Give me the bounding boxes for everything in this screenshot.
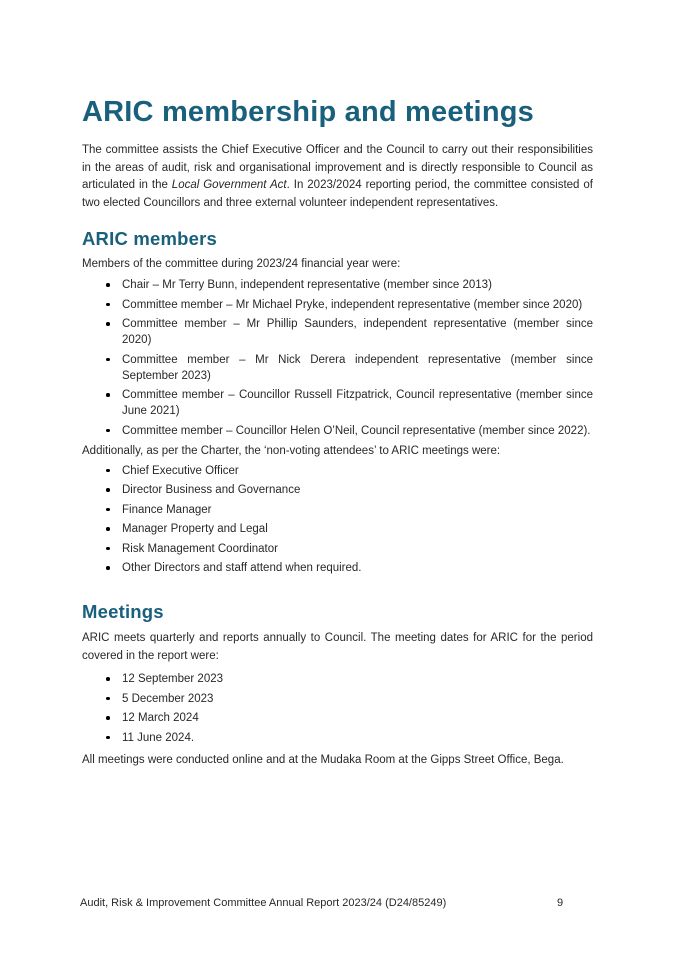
members-section-heading: ARIC members [82,228,218,249]
meetings-section-heading: Meetings [82,601,164,622]
footer-text: Audit, Risk & Improvement Committee Annual Report 2023/24 (D24/85249) [80,897,447,909]
page-title: ARIC membership and meetings [82,96,534,128]
attendee-item: Chief Executive Officer [105,463,593,479]
attendee-item: Risk Management Coordinator [105,541,593,557]
member-item: Committee member – Councillor Russell Fitzpatrick, Council representative (member since June 2021) [105,387,593,419]
page-footer [80,896,593,910]
attendee-item: Director Business and Governance [105,482,593,498]
attendees-list [82,463,593,577]
page-content [0,96,675,768]
attendees-intro: Additionally, as per the Charter, the ‘non-voting attendees’ to ARIC meetings were: [82,444,501,457]
member-item: Committee member – Mr Nick Derera independent representative (member since September 2023) [105,352,593,384]
meeting-date-item: 11 June 2024. [105,730,593,746]
intro-text-after: . In 2023/2024 reporting period, the committee consisted of two elected Councillors and three external volunteer independent representatives. [82,179,593,209]
intro-paragraph [82,142,593,212]
member-item: Committee member – Mr Michael Pryke, independent representative (member since 2020) [105,297,593,313]
members-intro: Members of the committee during 2023/24 financial year were: [82,258,401,270]
meetings-intro: ARIC meets quarterly and reports annually to Council. The meeting dates for ARIC for the period covered in the report were: [82,632,593,662]
member-item: Committee member – Mr Phillip Saunders, independent representative (member since 2020) [105,316,593,348]
meeting-date-item: 5 December 2023 [105,691,593,707]
meeting-date-item: 12 September 2023 [105,671,593,687]
attendee-item: Other Directors and staff attend when required. [105,560,593,576]
intro-act-name: Local Government Act [171,179,287,191]
member-item: Chair – Mr Terry Bunn, independent representative (member since 2013) [105,277,593,293]
page-number: 9 [557,897,564,909]
members-list [82,277,593,439]
attendee-item: Manager Property and Legal [105,521,593,537]
member-item: Committee member – Councillor Helen O’Neil, Council representative (member since 2022). [105,423,593,439]
attendee-item: Finance Manager [105,502,593,518]
meetings-closing: All meetings were conducted online and at the Mudaka Room at the Gipps Street Office, Bega. [82,753,564,766]
meeting-dates-list [82,671,593,746]
intro-text-before: The committee assists the Chief Executive Officer and the Council to carry out their responsibilities in the areas of audit, risk and organisational improvement and is directly responsible to Council as articulated in the [82,144,593,191]
meeting-date-item: 12 March 2024 [105,710,593,726]
